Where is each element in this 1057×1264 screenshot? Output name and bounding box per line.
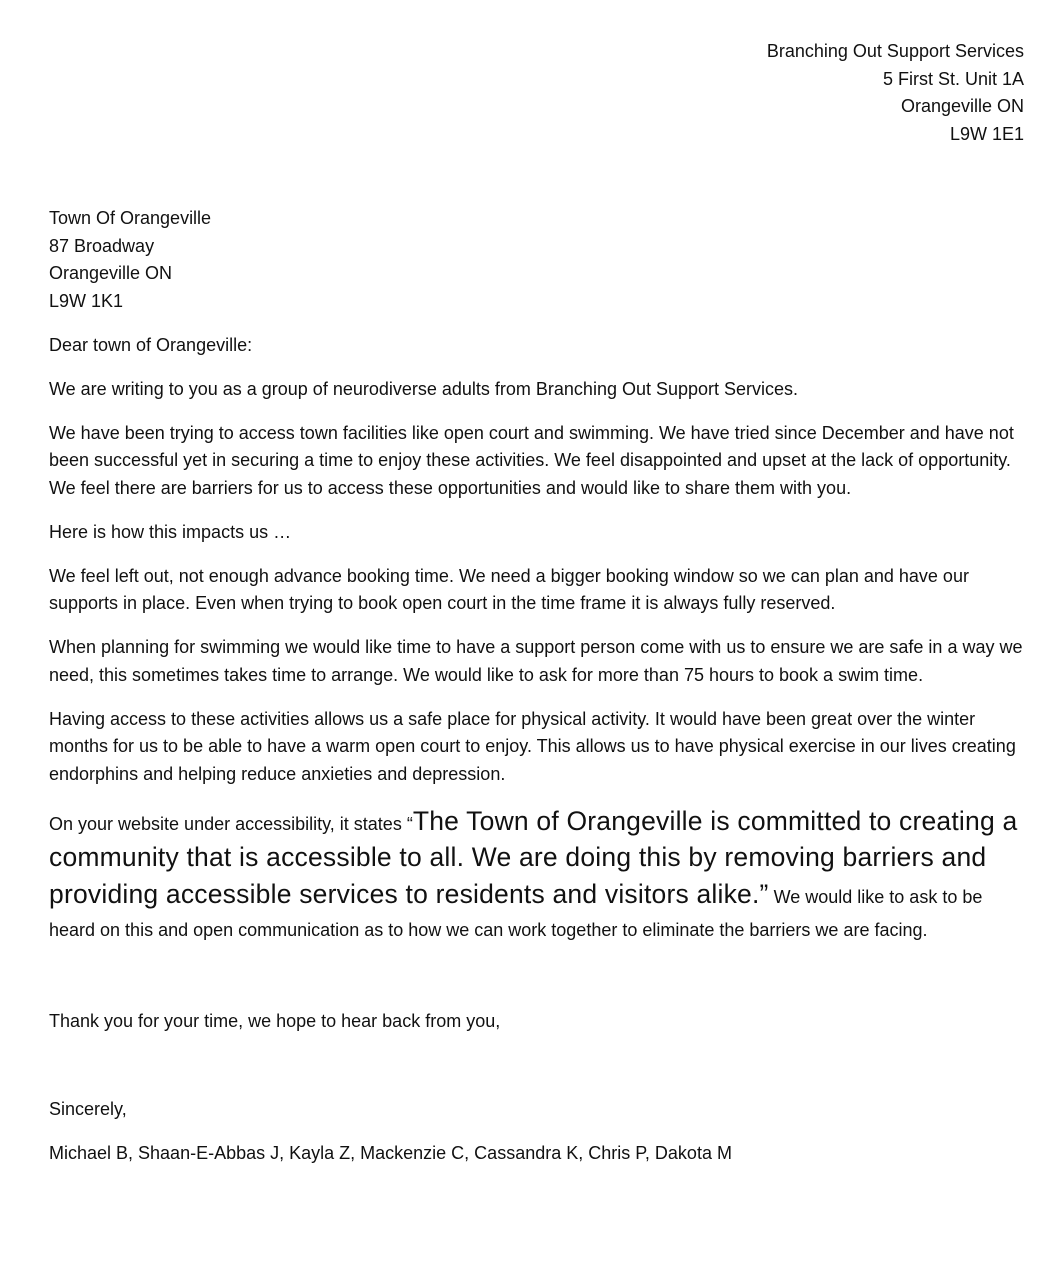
salutation: Dear town of Orangeville:: [49, 334, 253, 355]
letter-page: [49, 38, 1024, 1168]
sender-name: Branching Out Support Services: [766, 41, 1024, 61]
body-paragraph-intro: We are writing to you as a group of neurodiverse adults from Branching Out Support Services.: [49, 378, 799, 399]
sender-postal-code: L9W 1E1: [949, 123, 1024, 144]
sign-off: Sincerely,: [49, 1099, 127, 1119]
body-paragraph-access: We have been trying to access town facilities like open court and swimming. We have tried since December and have not been successful yet in securing a time to enjoy these activities. We feel disappointed and upset at the lack of opportunity. We feel there are barriers for us to access these opportunities and would like to share them with you.: [49, 422, 1014, 498]
quote-lead-text: On your website under accessibility, it states “: [49, 813, 413, 834]
recipient-street: 87 Broadway: [49, 235, 155, 256]
body-paragraph-booking: We feel left out, not enough advance booking time. We need a bigger booking window so we can plan and have our supports in place. Even when trying to book open court in the time frame it is always fully reserved.: [49, 565, 969, 613]
body-paragraph-benefits: Having access to these activities allows us a safe place for physical activity. It would have been great over the winter months for us to be able to have a warm open court to enjoy. This allows us to have physical exercise in our lives creating endorphins and helping reduce anxieties and depression.: [49, 708, 1016, 784]
body-paragraph-impact-heading: Here is how this impacts us …: [49, 521, 292, 542]
recipient-name: Town Of Orangeville: [49, 208, 212, 228]
recipient-address-block: [49, 205, 1024, 315]
recipient-city: Orangeville ON: [49, 263, 173, 283]
body-paragraph-accessibility-quote: [49, 805, 1024, 948]
sender-street: 5 First St. Unit 1A: [882, 68, 1024, 89]
sender-address-block: [49, 38, 1024, 148]
recipient-postal-code: L9W 1K1: [49, 290, 124, 311]
quote-tail-text: We would like to ask to be heard on this and open communication as to how we can work together to eliminate the barriers we are facing.: [49, 886, 983, 940]
body-paragraph-swimming: When planning for swimming we would like time to have a support person come with us to ensure we are safe in a way we need, this sometimes takes time to arrange. We would like to ask for more than 75 hours to book a swim time.: [49, 637, 1023, 685]
website-quote: The Town of Orangeville is committed to creating a community that is accessible to all. We are doing this by removing barriers and providing accessible services to residents and visitors alike.”: [49, 805, 1018, 909]
sender-city: Orangeville ON: [900, 96, 1024, 116]
closing-thanks: Thank you for your time, we hope to hear back from you,: [49, 1010, 501, 1031]
signatories: Michael B, Shaan-E-Abbas J, Kayla Z, Mackenzie C, Cassandra K, Chris P, Dakota M: [49, 1143, 732, 1163]
